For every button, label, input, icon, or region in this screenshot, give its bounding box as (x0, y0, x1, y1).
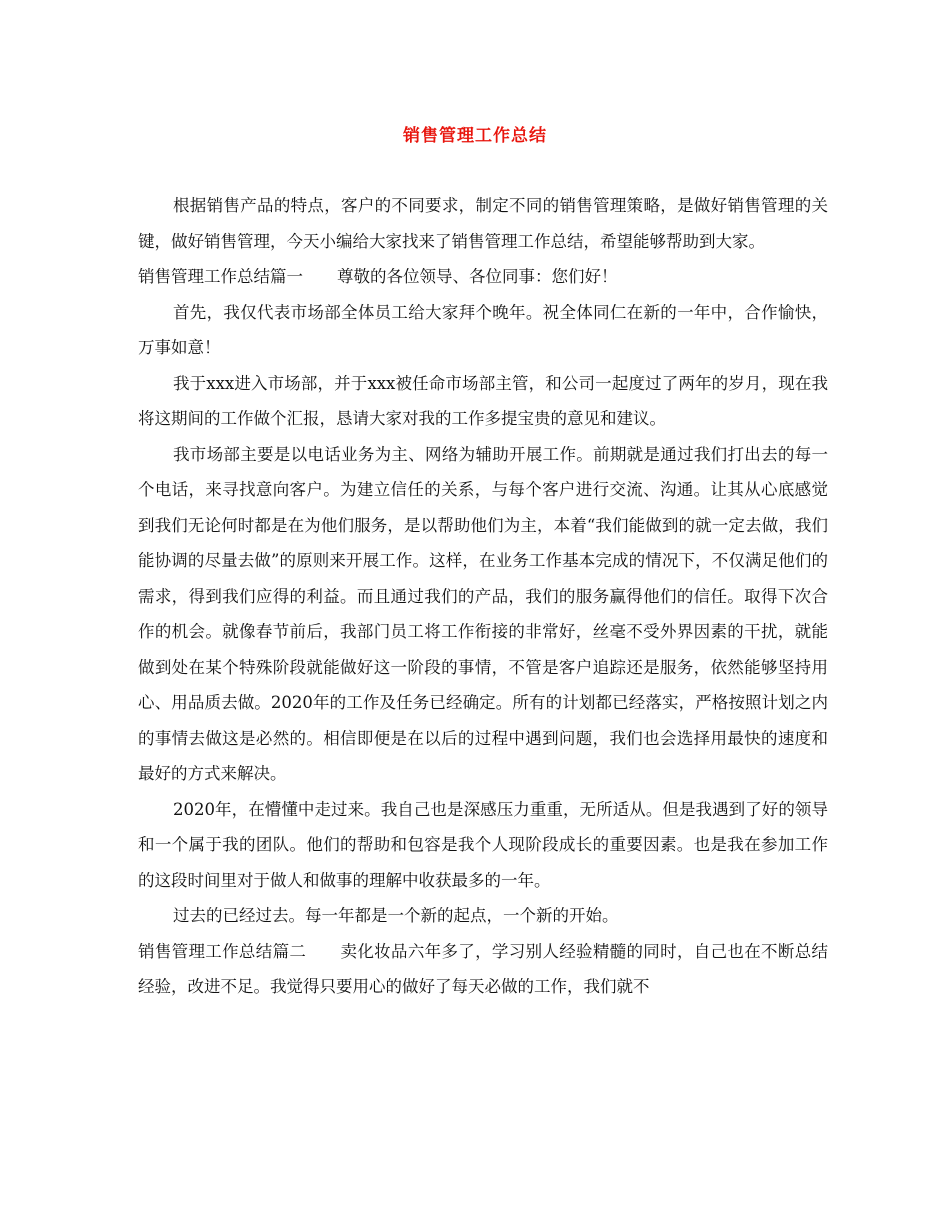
section1-paragraph-4: 2020年，在懵懂中走过来。我自己也是深感压力重重，无所适从。但是我遇到了好的领导和一个属于我的团队。他们的帮助和包容是我个人现阶段成长的重要因素。也是我在参加工作的这段时间里对于做人和做事的理解中收获最多的一年。 (138, 799, 828, 890)
section2-heading: 销售管理工作总结篇二 (138, 941, 307, 961)
section2-paragraph (138, 934, 828, 1005)
section1-heading-line (138, 259, 828, 295)
section1-paragraph-5: 过去的已经过去。每一年都是一个新的起点，一个新的开始。 (173, 906, 619, 925)
section1-lead: 尊敬的各位领导、各位同事：您们好！ (337, 267, 618, 286)
document-body (138, 188, 828, 1005)
section1-paragraph-2: 我于xxx进入市场部，并于xxx被任命市场部主管，和公司一起度过了两年的岁月，现在我将这期间的工作做个汇报，恳请大家对我的工作多提宝贵的意见和建议。 (138, 373, 828, 428)
section1-paragraph-1: 首先，我仅代表市场部全体员工给大家拜个晚年。祝全体同仁在新的一年中，合作愉快，万事如意！ (138, 302, 828, 357)
section1-heading: 销售管理工作总结篇一 (138, 267, 303, 286)
section1-paragraph-3: 我市场部主要是以电话业务为主、网络为辅助开展工作。前期就是通过我们打出去的每一个电话，来寻找意向客户。为建立信任的关系，与每个客户进行交流、沟通。让其从心底感觉到我们无论何时都是在为他们服务，是以帮助他们为主，本着“我们能做到的就一定去做，我们能协调的尽量去做”的原则来开展工作。这样，在业务工作基本完成的情况下，不仅满足他们的需求，得到我们应得的利益。而且通过我们的产品，我们的服务赢得他们的信任。取得下次合作的机会。就像春节前后，我部门员工将工作衔接的非常好，丝毫不受外界因素的干扰，就能做到处在某个特殊阶段就能做好这一阶段的事情，不管是客户追踪还是服务，依然能够坚持用心、用品质去做。2020年的工作及任务已经确定。所有的计划都已经落实，严格按照计划之内的事情去做这是必然的。相信即便是在以后的过程中遇到问题，我们也会选择用最快的速度和最好的方式来解决。 (138, 444, 828, 783)
section2-lead: 卖化妆品六年多了，学习别人经验精髓的同时，自己也在不断总结经验，改进不足。我觉得只要用心的做好了每天必做的工作，我们就不 (138, 941, 829, 996)
document-title: 销售管理工作总结 (403, 126, 547, 146)
intro-paragraph: 根据销售产品的特点，客户的不同要求，制定不同的销售管理策略，是做好销售管理的关键，做好销售管理，今天小编给大家找来了销售管理工作总结，希望能够帮助到大家。 (138, 196, 828, 251)
